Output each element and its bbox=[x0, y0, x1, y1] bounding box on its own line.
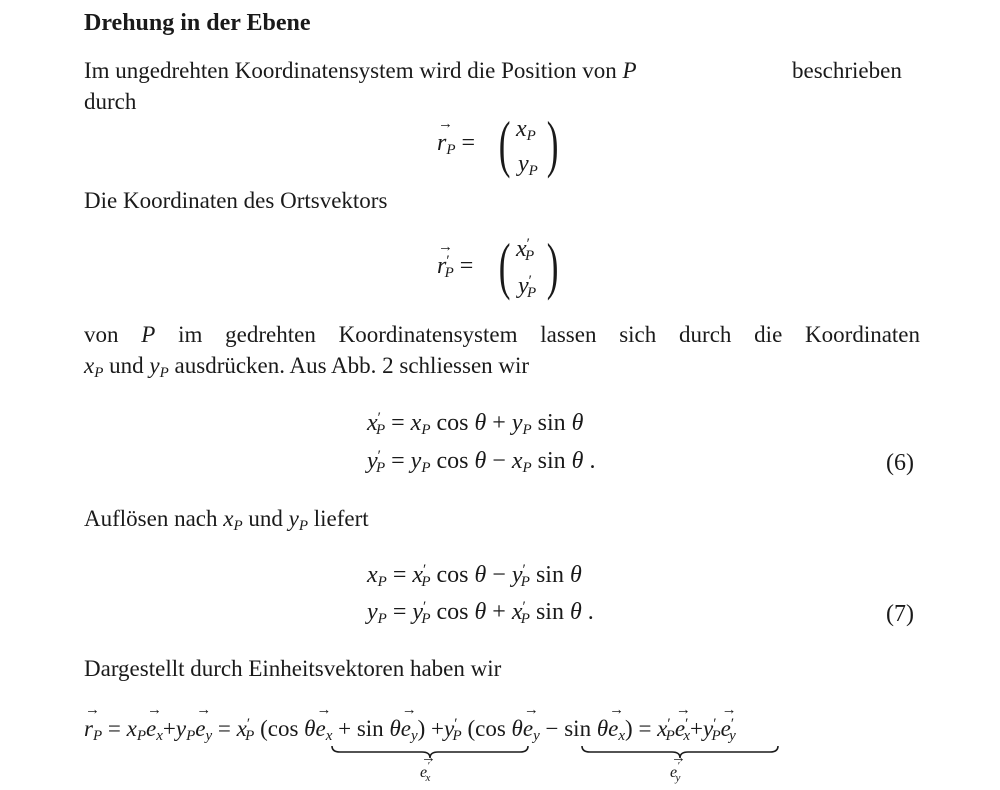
equation-rP-prime: → $r'_P$ = bbox=[437, 253, 473, 282]
paragraph-5: Dargestellt durch Einheitsvektoren haben wir bbox=[84, 656, 502, 681]
section-heading: Drehung in der Ebene bbox=[84, 10, 311, 36]
point-P: P bbox=[622, 58, 637, 83]
paragraph-2: Die Koordinaten des Ortsvektors bbox=[84, 188, 388, 213]
paragraph-1 bbox=[84, 58, 637, 84]
paren-left: ( bbox=[498, 108, 511, 179]
equation-unit-vectors: → $r_P = x_P\to e_x+y_P\to e_y = x'_P$ (cos $\theta\to e_x + \sin \theta\to e_y) +y'_P$ (cos $\theta\to e_y - \sin \theta\to e_x) = x'_P\to e'_x+y'_P\to e'_y$ bbox=[84, 716, 736, 745]
vector-top-2: $x'_P$ bbox=[516, 236, 535, 264]
vector-bottom-2: $y'_P$ bbox=[518, 273, 537, 301]
equation-6-line1: $x'_P = x_P$ $\cos \theta + y_P$ sin θ bbox=[367, 410, 584, 438]
vector-bottom: $y_P$ bbox=[518, 151, 538, 179]
underbrace-2-label: → $e'_y$ bbox=[670, 760, 680, 784]
underbrace-1-label: → $e'_x$ bbox=[420, 760, 430, 784]
paragraph-1-end: beschrieben bbox=[792, 58, 902, 83]
equation-6-line2: $y'_P = y_P$ $\cos \theta - x_P$ sin θ . bbox=[367, 448, 596, 476]
vector-top: $x_P$ bbox=[516, 116, 536, 144]
vector-r: → r bbox=[437, 130, 446, 157]
paren-right: ) bbox=[546, 108, 559, 179]
equation-number-6: (6) bbox=[886, 450, 914, 476]
paragraph-3-line1: von P im gedrehten Koordinatensystem lassen sich durch die Koordinaten bbox=[84, 322, 921, 347]
equation-7-line2: $y_P = y'_P$ $\cos \theta + x'_P$ sin θ . bbox=[367, 599, 594, 627]
paragraph-1-line2: durch bbox=[84, 89, 137, 114]
equation-number-7: (7) bbox=[886, 601, 914, 627]
sub-P: P bbox=[446, 142, 456, 158]
paragraph-3-line2: $x_P$ und $y_P$ ausdrücken. Aus Abb. 2 schliessen wir bbox=[84, 353, 530, 381]
paragraph-1-text: Im ungedrehten Koordinatensystem wird die Position von bbox=[84, 58, 617, 83]
equation-7-line1: $x_P = x'_P$ $\cos \theta - y'_P$ sin θ bbox=[367, 562, 582, 590]
equation-rP: → $r_P$ = bbox=[437, 130, 475, 159]
paren-right-2: ) bbox=[546, 230, 559, 301]
paren-left-2: ( bbox=[498, 230, 511, 301]
paragraph-4: Auflösen nach $x_P$ und $y_P$ liefert bbox=[84, 506, 369, 534]
